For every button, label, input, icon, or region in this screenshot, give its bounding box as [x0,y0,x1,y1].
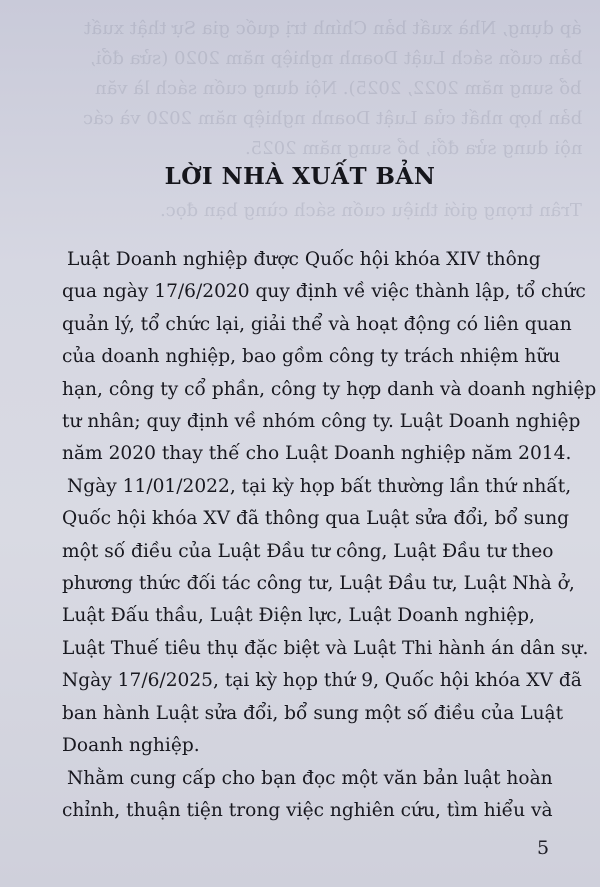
bleed-line: bản hợp nhất của Luật Doanh nghiệp năm 2020 và các [82,108,582,129]
text-line: Quốc hội khóa XV đã thông qua Luật sửa đổi, bổ sung [62,508,570,530]
body-paragraphs [62,244,597,827]
text-line: ban hành Luật sửa đổi, bổ sung một số điều của Luật [62,702,564,724]
text-line: Doanh nghiệp. [62,735,200,757]
bleed-line: nội dung sửa đổi, bổ sung năm 2025. [244,138,582,159]
text-line: Ngày 17/6/2025, tại kỳ họp thứ 9, Quốc hội khóa XV đã [62,670,582,692]
bleed-line: bổ sung năm 2022, 2025). Nội dung cuốn sách là văn [95,78,582,99]
text-line: qua ngày 17/6/2020 quy định về việc thành lập, tổ chức [62,281,586,303]
text-line: một số điều của Luật Đầu tư công, Luật Đầu tư theo [62,540,554,562]
text-line: tư nhân; quy định về nhóm công ty. Luật Doanh nghiệp [62,411,581,433]
text-line: năm 2020 thay thế cho Luật Doanh nghiệp năm 2014. [62,443,572,465]
text-line: phương thức đối tác công tư, Luật Đầu tư, Luật Nhà ở, [62,573,575,595]
bleed-line: áp dụng, Nhà xuất bản Chính trị quốc gia Sự thật xuất [84,18,582,39]
bleed-line: Trân trọng giới thiệu cuốn sách cùng bạn đọc. [160,200,582,221]
text-line: Luật Thuế tiêu thụ đặc biệt và Luật Thi hành án dân sự. [62,637,589,659]
text-line: Ngày 11/01/2022, tại kỳ họp bất thường lần thứ nhất, [67,475,572,497]
bleed-through-text [0,0,600,260]
text-line: Nhằm cung cấp cho bạn đọc một văn bản luật hoàn [67,767,553,789]
text-line: Luật Doanh nghiệp được Quốc hội khóa XIV thông [67,249,541,270]
page-number: 5 [537,837,550,859]
text-line: quản lý, tổ chức lại, giải thể và hoạt động có liên quan [62,313,572,335]
text-line: của doanh nghiệp, bao gồm công ty trách nhiệm hữu [62,346,561,368]
text-line: chỉnh, thuận tiện trong việc nghiên cứu, tìm hiểu và [62,799,553,821]
page-heading: LỜI NHÀ XUẤT BẢN [164,163,436,190]
text-line: Luật Đấu thầu, Luật Điện lực, Luật Doanh nghiệp, [62,605,535,627]
text-line: hạn, công ty cổ phần, công ty hợp danh và doanh nghiệp [62,378,597,400]
bleed-line: bản cuốn sách Luật Doanh nghiệp năm 2020 (sửa đổi, [89,48,582,69]
